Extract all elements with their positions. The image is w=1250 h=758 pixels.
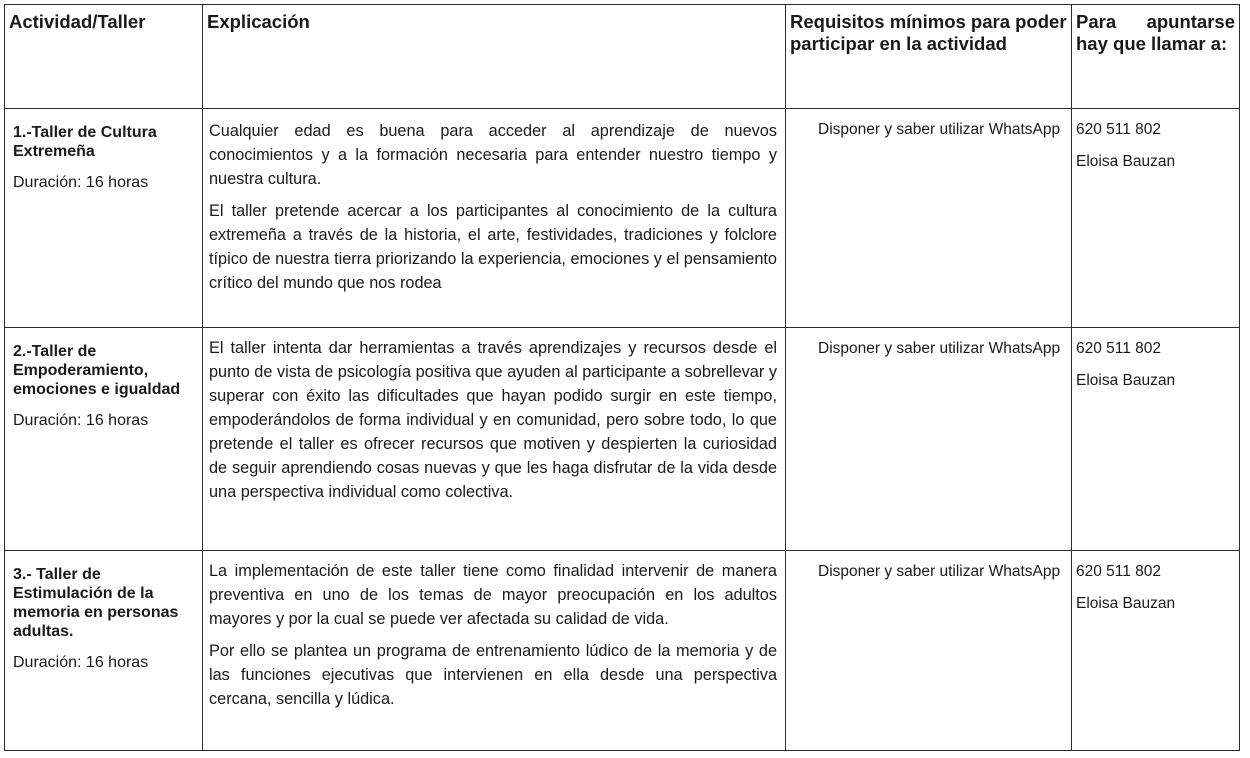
activity-duration: Duración: 16 horas: [13, 174, 149, 191]
phone-number: 620 511 802: [1076, 121, 1162, 138]
requirement-cell: [786, 551, 1072, 751]
signup-cell: [1072, 551, 1240, 751]
activity-cell: [5, 328, 203, 551]
table-row: [5, 109, 1240, 328]
explanation-paragraph: La implementación de este taller tiene como finalidad intervenir de manera preventiva en uno de los temas de mayor preocupación en los adultos mayores y por la cual se puede ver afectada su calidad de vida.: [209, 562, 777, 628]
header-signup: Para apuntarse hay que llamar a:: [1072, 5, 1240, 109]
activities-table: [4, 4, 1240, 751]
activity-cell: [5, 551, 203, 751]
explanation-paragraph: El taller pretende acercar a los participantes al conocimiento de la cultura extremeña a través de la historia, el arte, festividades, tradiciones y folclore típico de nuestra tierra priorizando la experiencia, emociones y el pensamiento crítico del mundo que nos rodea: [209, 202, 777, 292]
phone-number: 620 511 802: [1076, 340, 1162, 357]
signup-cell: [1072, 109, 1240, 328]
table-row: [5, 551, 1240, 751]
activity-cell: [5, 109, 203, 328]
explanation-cell: [203, 328, 786, 551]
activity-duration: Duración: 16 horas: [13, 654, 149, 671]
contact-name: Eloisa Bauzan: [1076, 153, 1176, 170]
requirement-text: Disponer y saber utilizar WhatsApp: [818, 121, 1061, 138]
header-explanation: Explicación: [203, 5, 786, 109]
explanation-paragraph: Por ello se plantea un programa de entrenamiento lúdico de la memoria y de las funciones ejecutivas que intervienen en ella desde una perspectiva cercana, sencilla y lúdica.: [209, 642, 777, 708]
contact-name: Eloisa Bauzan: [1076, 595, 1176, 612]
requirement-text: Disponer y saber utilizar WhatsApp: [818, 340, 1061, 357]
requirement-cell: [786, 109, 1072, 328]
activity-duration: Duración: 16 horas: [13, 412, 149, 429]
activity-title: 1.-Taller de Cultura Extremeña: [13, 124, 157, 160]
explanation-cell: [203, 109, 786, 328]
signup-cell: [1072, 328, 1240, 551]
requirement-cell: [786, 328, 1072, 551]
explanation-paragraph: El taller intenta dar herramientas a través aprendizajes y recursos desde el punto de vista de psicología positiva que ayuden al participante a sobrellevar y superar con éxito las dificultades que hayan podido surgir en este tiempo, empoderándolos de forma individual y en comunidad, pero sobre todo, lo que pretende el taller es ofrecer recursos que motiven y despierten la curiosidad de seguir aprendiendo cosas nuevas y que les haga disfrutar de la vida desde una perspectiva individual como colectiva.: [209, 339, 777, 501]
explanation-paragraph: Cualquier edad es buena para acceder al aprendizaje de nuevos conocimientos y a la formación necesaria para entender nuestro tiempo y nuestra cultura.: [209, 122, 777, 188]
requirement-text: Disponer y saber utilizar WhatsApp: [818, 563, 1061, 580]
header-activity: Actividad/Taller: [5, 5, 203, 109]
table-row: [5, 328, 1240, 551]
header-row: [5, 5, 1240, 109]
explanation-cell: [203, 551, 786, 751]
header-requirements: Requisitos mínimos para poder participar en la actividad: [786, 5, 1072, 109]
activity-title: 3.- Taller de Estimulación de la memoria en personas adultas.: [13, 566, 179, 640]
contact-name: Eloisa Bauzan: [1076, 372, 1176, 389]
activity-title: 2.-Taller de Empoderamiento, emociones e igualdad: [13, 343, 181, 398]
phone-number: 620 511 802: [1076, 563, 1162, 580]
